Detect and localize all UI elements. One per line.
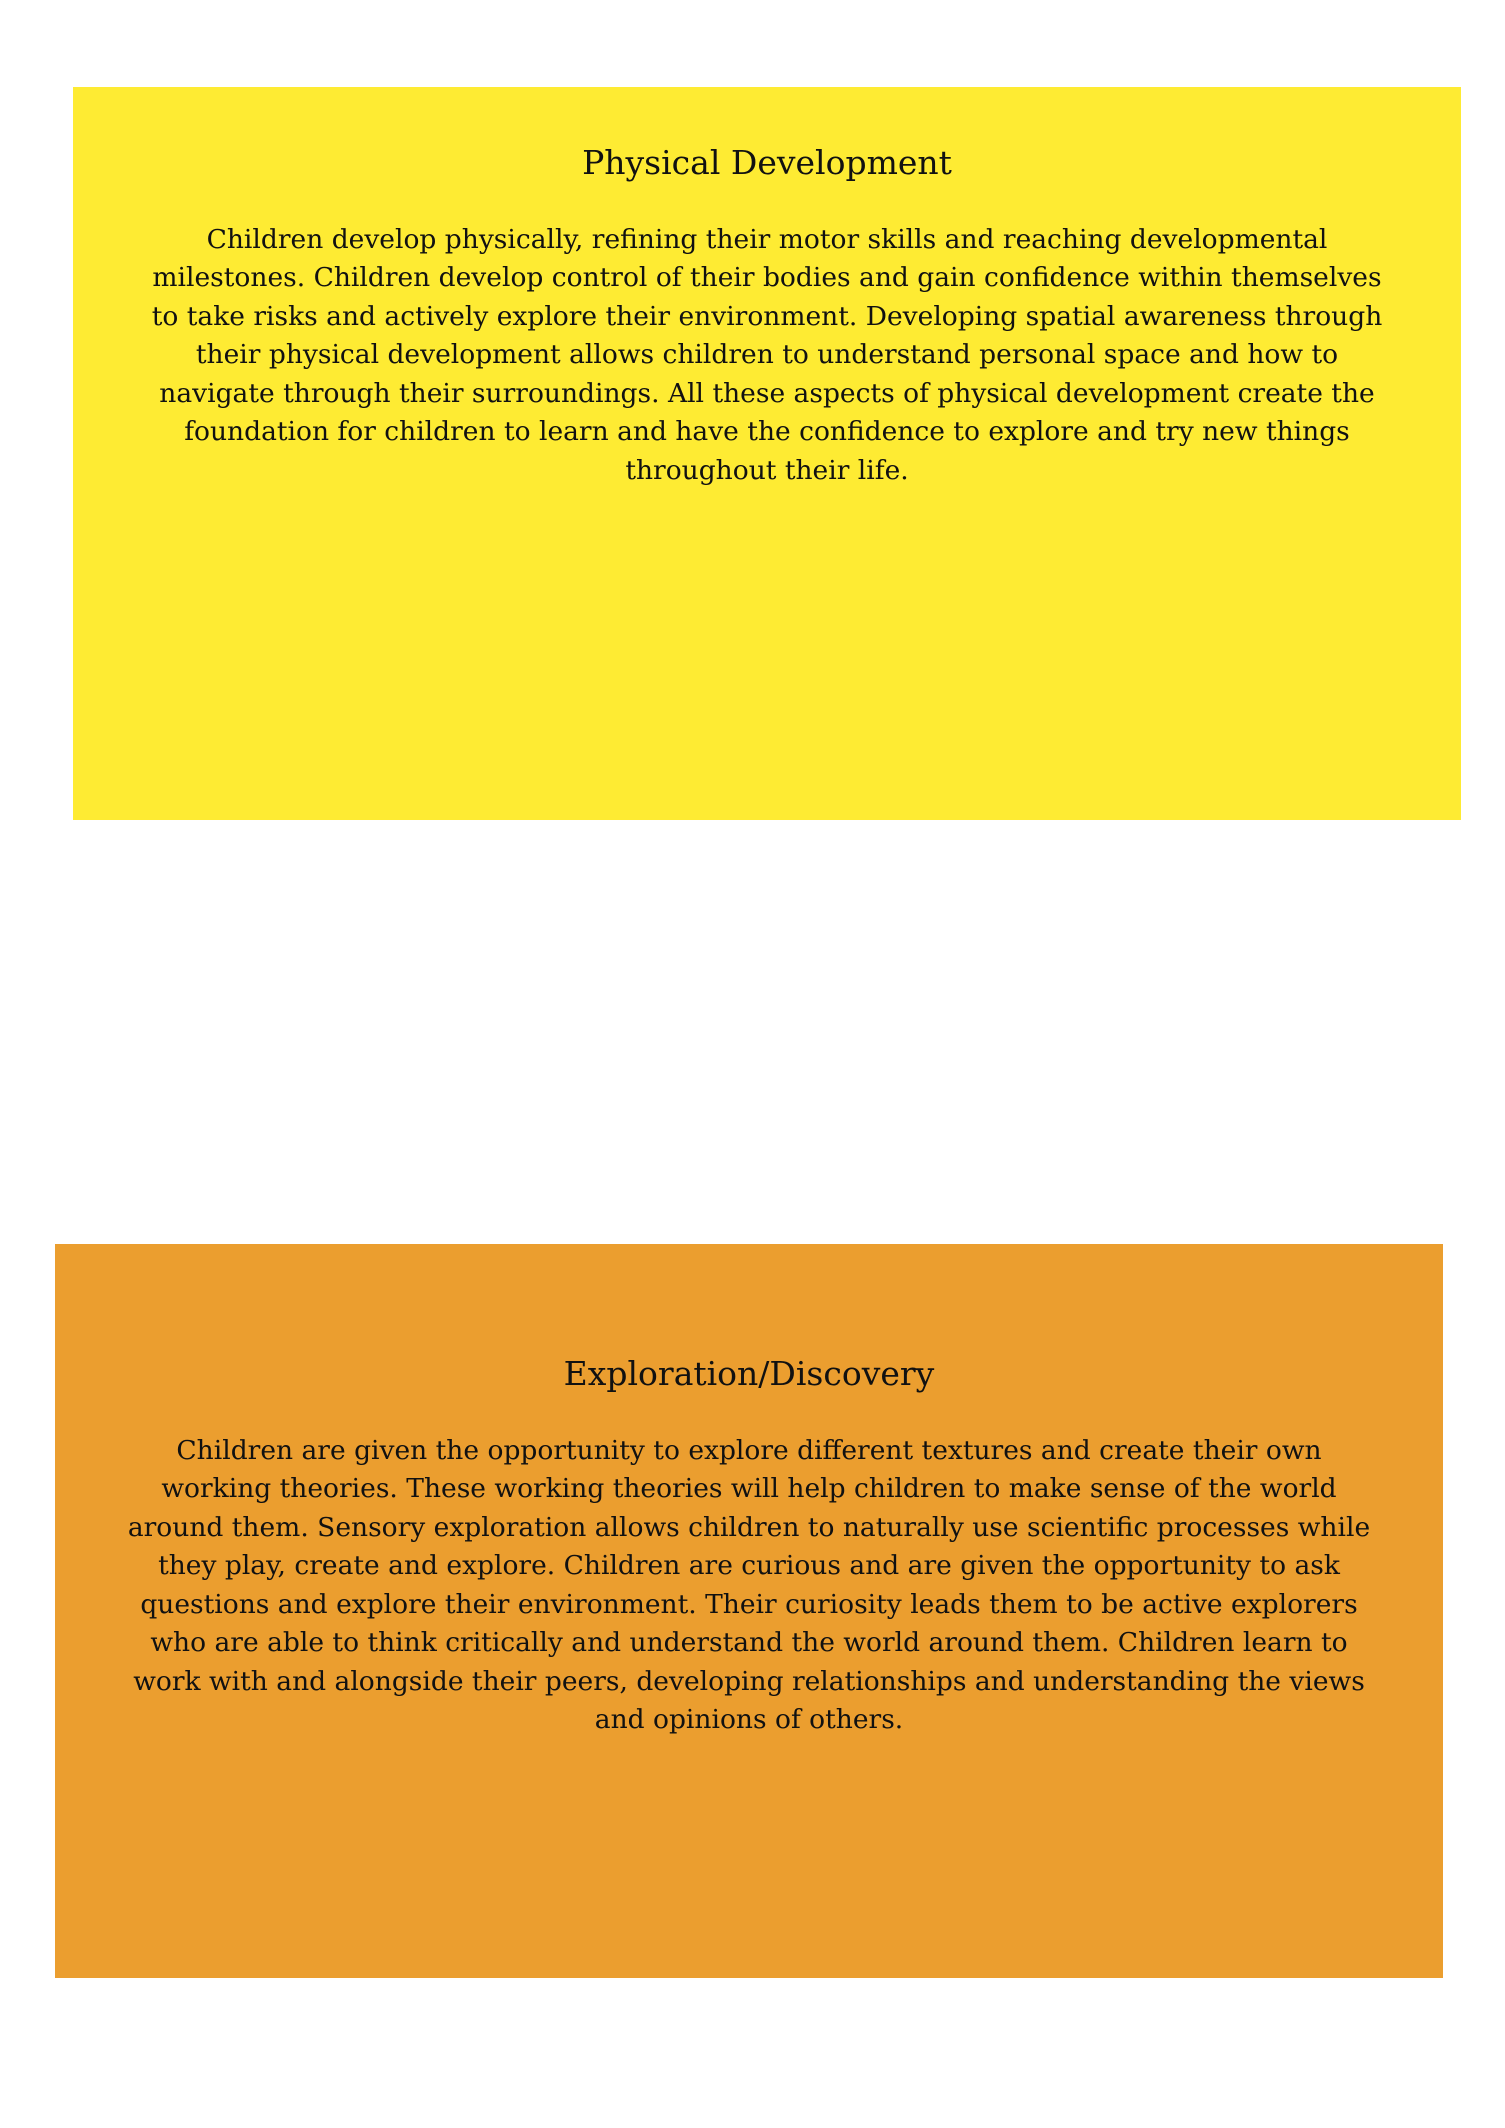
card-title: Exploration/Discovery [563,1354,935,1393]
exploration-discovery-card [55,1244,1443,1978]
card-title: Physical Development [582,143,952,182]
card-body: Children are given the opportunity to explore different textures and create their own working theories. These working theories will help children to make sense of the world around them. Sensory exploration allows children to naturally use scientific processes while they play, create and explore. Children are curious and are given the opportunity to ask questions and explore their environment. Their curiosity leads them to be active explorers who are able to think critically and understand the world around them. Children learn to work with and alongside their peers, developing relationships and understanding the views and opinions of others. [127,1434,1371,1736]
card-body: Children develop physically, refining their motor skills and reaching developmental milestones. Children develop control of their bodies and gain confidence within themselves to take risks and actively explore their environment. Developing spatial awareness through their physical development allows children to understand personal space and how to navigate through their surroundings. All these aspects of physical development create the foundation for children to learn and have the confidence to explore and try new things throughout their life. [151,223,1383,486]
physical-development-card [73,87,1461,820]
